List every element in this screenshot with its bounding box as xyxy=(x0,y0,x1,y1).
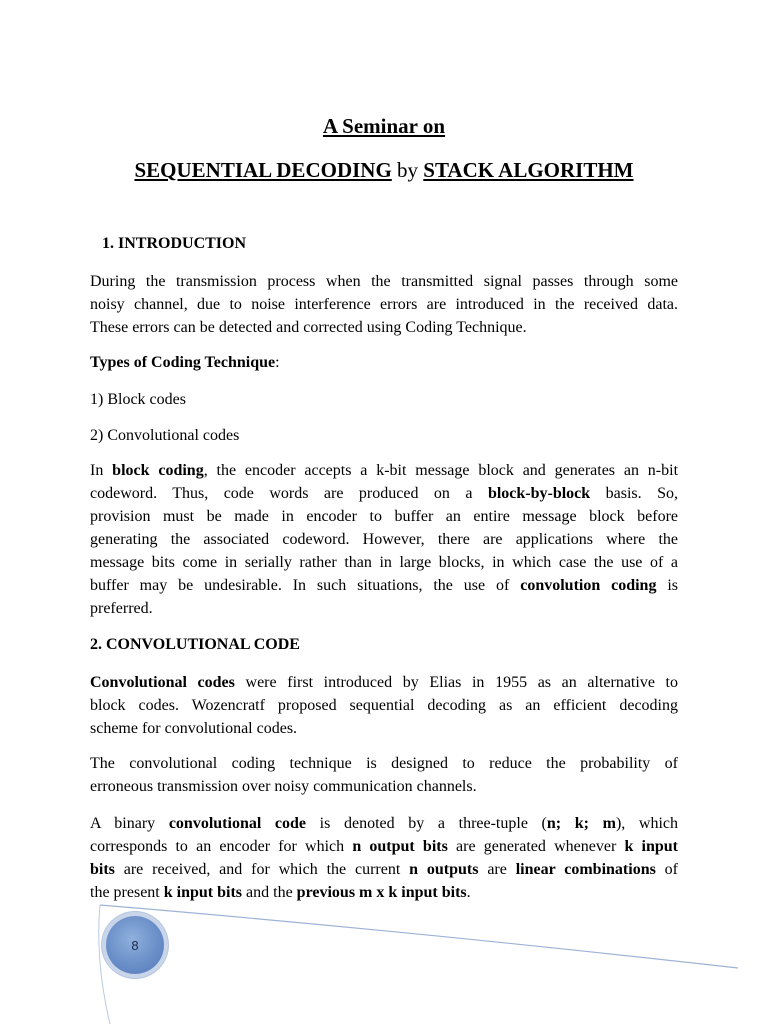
bold-term: linear combinations xyxy=(515,861,656,878)
bold-term: Convolutional codes xyxy=(90,674,235,691)
footer-curve-line xyxy=(100,905,738,968)
paragraph-line: message bits come in serially rather than in large blocks, in which case the use of a xyxy=(90,554,678,571)
bold-term: block coding xyxy=(112,462,204,479)
subtitle-part-2: by xyxy=(391,158,424,182)
page-number: 8 xyxy=(131,937,139,953)
paragraph-line: noisy channel, due to noise interference errors are introduced in the received data. xyxy=(90,296,678,313)
document-title: A Seminar on xyxy=(322,114,446,138)
paragraph-line: erroneous transmission over noisy communication channels. xyxy=(90,778,477,795)
text-run: are received, and for which the current xyxy=(114,861,410,878)
types-heading-colon: : xyxy=(275,354,280,371)
bold-term: block-by-block xyxy=(487,485,591,502)
bold-term: n outputs xyxy=(409,861,479,878)
bold-term: bits xyxy=(90,861,115,878)
bold-term: k input xyxy=(624,838,679,855)
text-run: buffer may be undesirable. In such situations, the use of xyxy=(90,577,521,594)
text-run: codeword. Thus, code words are produced on a xyxy=(90,485,488,502)
text-run: and the xyxy=(242,884,297,901)
text-run: the present xyxy=(90,884,164,901)
type-item-block-codes: 1) Block codes xyxy=(90,391,186,408)
type-item-convolutional-codes: 2) Convolutional codes xyxy=(90,427,240,444)
paragraph-line: preferred. xyxy=(90,600,153,617)
text-run: basis. So, xyxy=(590,485,678,502)
bold-term: previous m x k input bits xyxy=(296,884,467,901)
bold-term: k input bits xyxy=(163,884,243,901)
section-heading-convolutional-code: 2. CONVOLUTIONAL CODE xyxy=(90,636,300,653)
text-run: is xyxy=(656,577,679,594)
bold-term: n; k; m xyxy=(546,815,616,832)
text-run: corresponds to an encoder for which xyxy=(90,838,353,855)
page-number-badge xyxy=(106,916,164,974)
bold-term: convolution coding xyxy=(520,577,657,594)
paragraph-line: scheme for convolutional codes. xyxy=(90,720,298,737)
section-heading-introduction: 1. INTRODUCTION xyxy=(102,235,247,252)
bold-term: convolutional code xyxy=(168,815,307,832)
text-run: of xyxy=(655,861,679,878)
paragraph-line: generating the associated codeword. However, there are applications where the xyxy=(90,531,678,548)
paragraph-line: These errors can be detected and corrected using Coding Technique. xyxy=(90,319,527,336)
types-heading-label: Types of Coding Technique xyxy=(90,354,276,371)
paragraph-line: block codes. Wozencratf proposed sequential decoding as an efficient decoding xyxy=(90,697,678,714)
text-run: , the encoder accepts a k-bit message block and generates an n-bit xyxy=(203,462,679,479)
text-run: is denoted by a three-tuple ( xyxy=(306,815,547,832)
text-run: A binary xyxy=(90,815,169,832)
paragraph-line: During the transmission process when the transmitted signal passes through some xyxy=(90,273,678,290)
subtitle-part-1: SEQUENTIAL DECODING xyxy=(134,158,392,182)
text-run: . xyxy=(466,884,471,901)
text-run: In xyxy=(90,462,113,479)
paragraph-line: provision must be made in encoder to buffer an entire message block before xyxy=(90,508,678,525)
text-run: are generated whenever xyxy=(447,838,625,855)
text-run: were first introduced by Elias in 1955 as an alternative to xyxy=(234,674,679,691)
subtitle-part-3: STACK ALGORITHM xyxy=(423,158,634,182)
text-run: are xyxy=(478,861,516,878)
footer-curve-line xyxy=(99,905,110,1024)
bold-term: n output bits xyxy=(352,838,448,855)
text-run: ), which xyxy=(615,815,679,832)
paragraph-line: The convolutional coding technique is designed to reduce the probability of xyxy=(90,755,678,772)
